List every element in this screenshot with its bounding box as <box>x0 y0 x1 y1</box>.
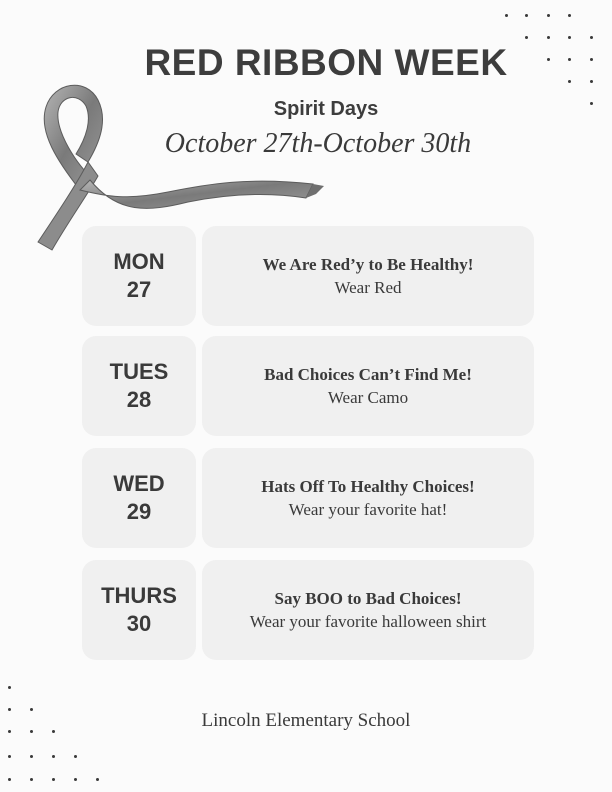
date-range: October 27th-October 30th <box>164 128 472 159</box>
event-theme: We Are Red’y to Be Healthy! <box>262 255 474 274</box>
day-name: TUES <box>109 359 169 384</box>
schedule-row-monday <box>82 226 534 326</box>
day-number: 29 <box>126 499 152 524</box>
event-theme: Hats Off To Healthy Choices! <box>261 477 475 496</box>
day-name: WED <box>113 471 165 496</box>
day-name: MON <box>113 249 165 274</box>
schedule-row-wednesday <box>82 448 534 548</box>
event-box <box>202 448 534 548</box>
event-box <box>202 336 534 436</box>
event-attire: Wear your favorite halloween shirt <box>249 612 487 631</box>
event-box <box>202 560 534 660</box>
page-title: RED RIBBON WEEK <box>144 42 508 83</box>
day-box <box>82 226 196 326</box>
day-box <box>82 336 196 436</box>
event-theme: Bad Choices Can’t Find Me! <box>264 365 472 384</box>
event-box <box>202 226 534 326</box>
school-name: Lincoln Elementary School <box>201 710 411 731</box>
schedule-row-tuesday <box>82 336 534 436</box>
day-number: 28 <box>126 387 152 412</box>
subtitle: Spirit Days <box>273 98 379 120</box>
event-attire: Wear your favorite hat! <box>288 500 448 519</box>
schedule-row-thursday <box>82 560 534 660</box>
day-number: 27 <box>126 277 152 302</box>
event-attire: Wear Red <box>334 278 402 297</box>
day-name: THURS <box>101 583 177 608</box>
day-number: 30 <box>126 611 152 636</box>
event-theme: Say BOO to Bad Choices! <box>274 589 462 608</box>
day-box <box>82 448 196 548</box>
event-attire: Wear Camo <box>327 388 409 407</box>
day-box <box>82 560 196 660</box>
